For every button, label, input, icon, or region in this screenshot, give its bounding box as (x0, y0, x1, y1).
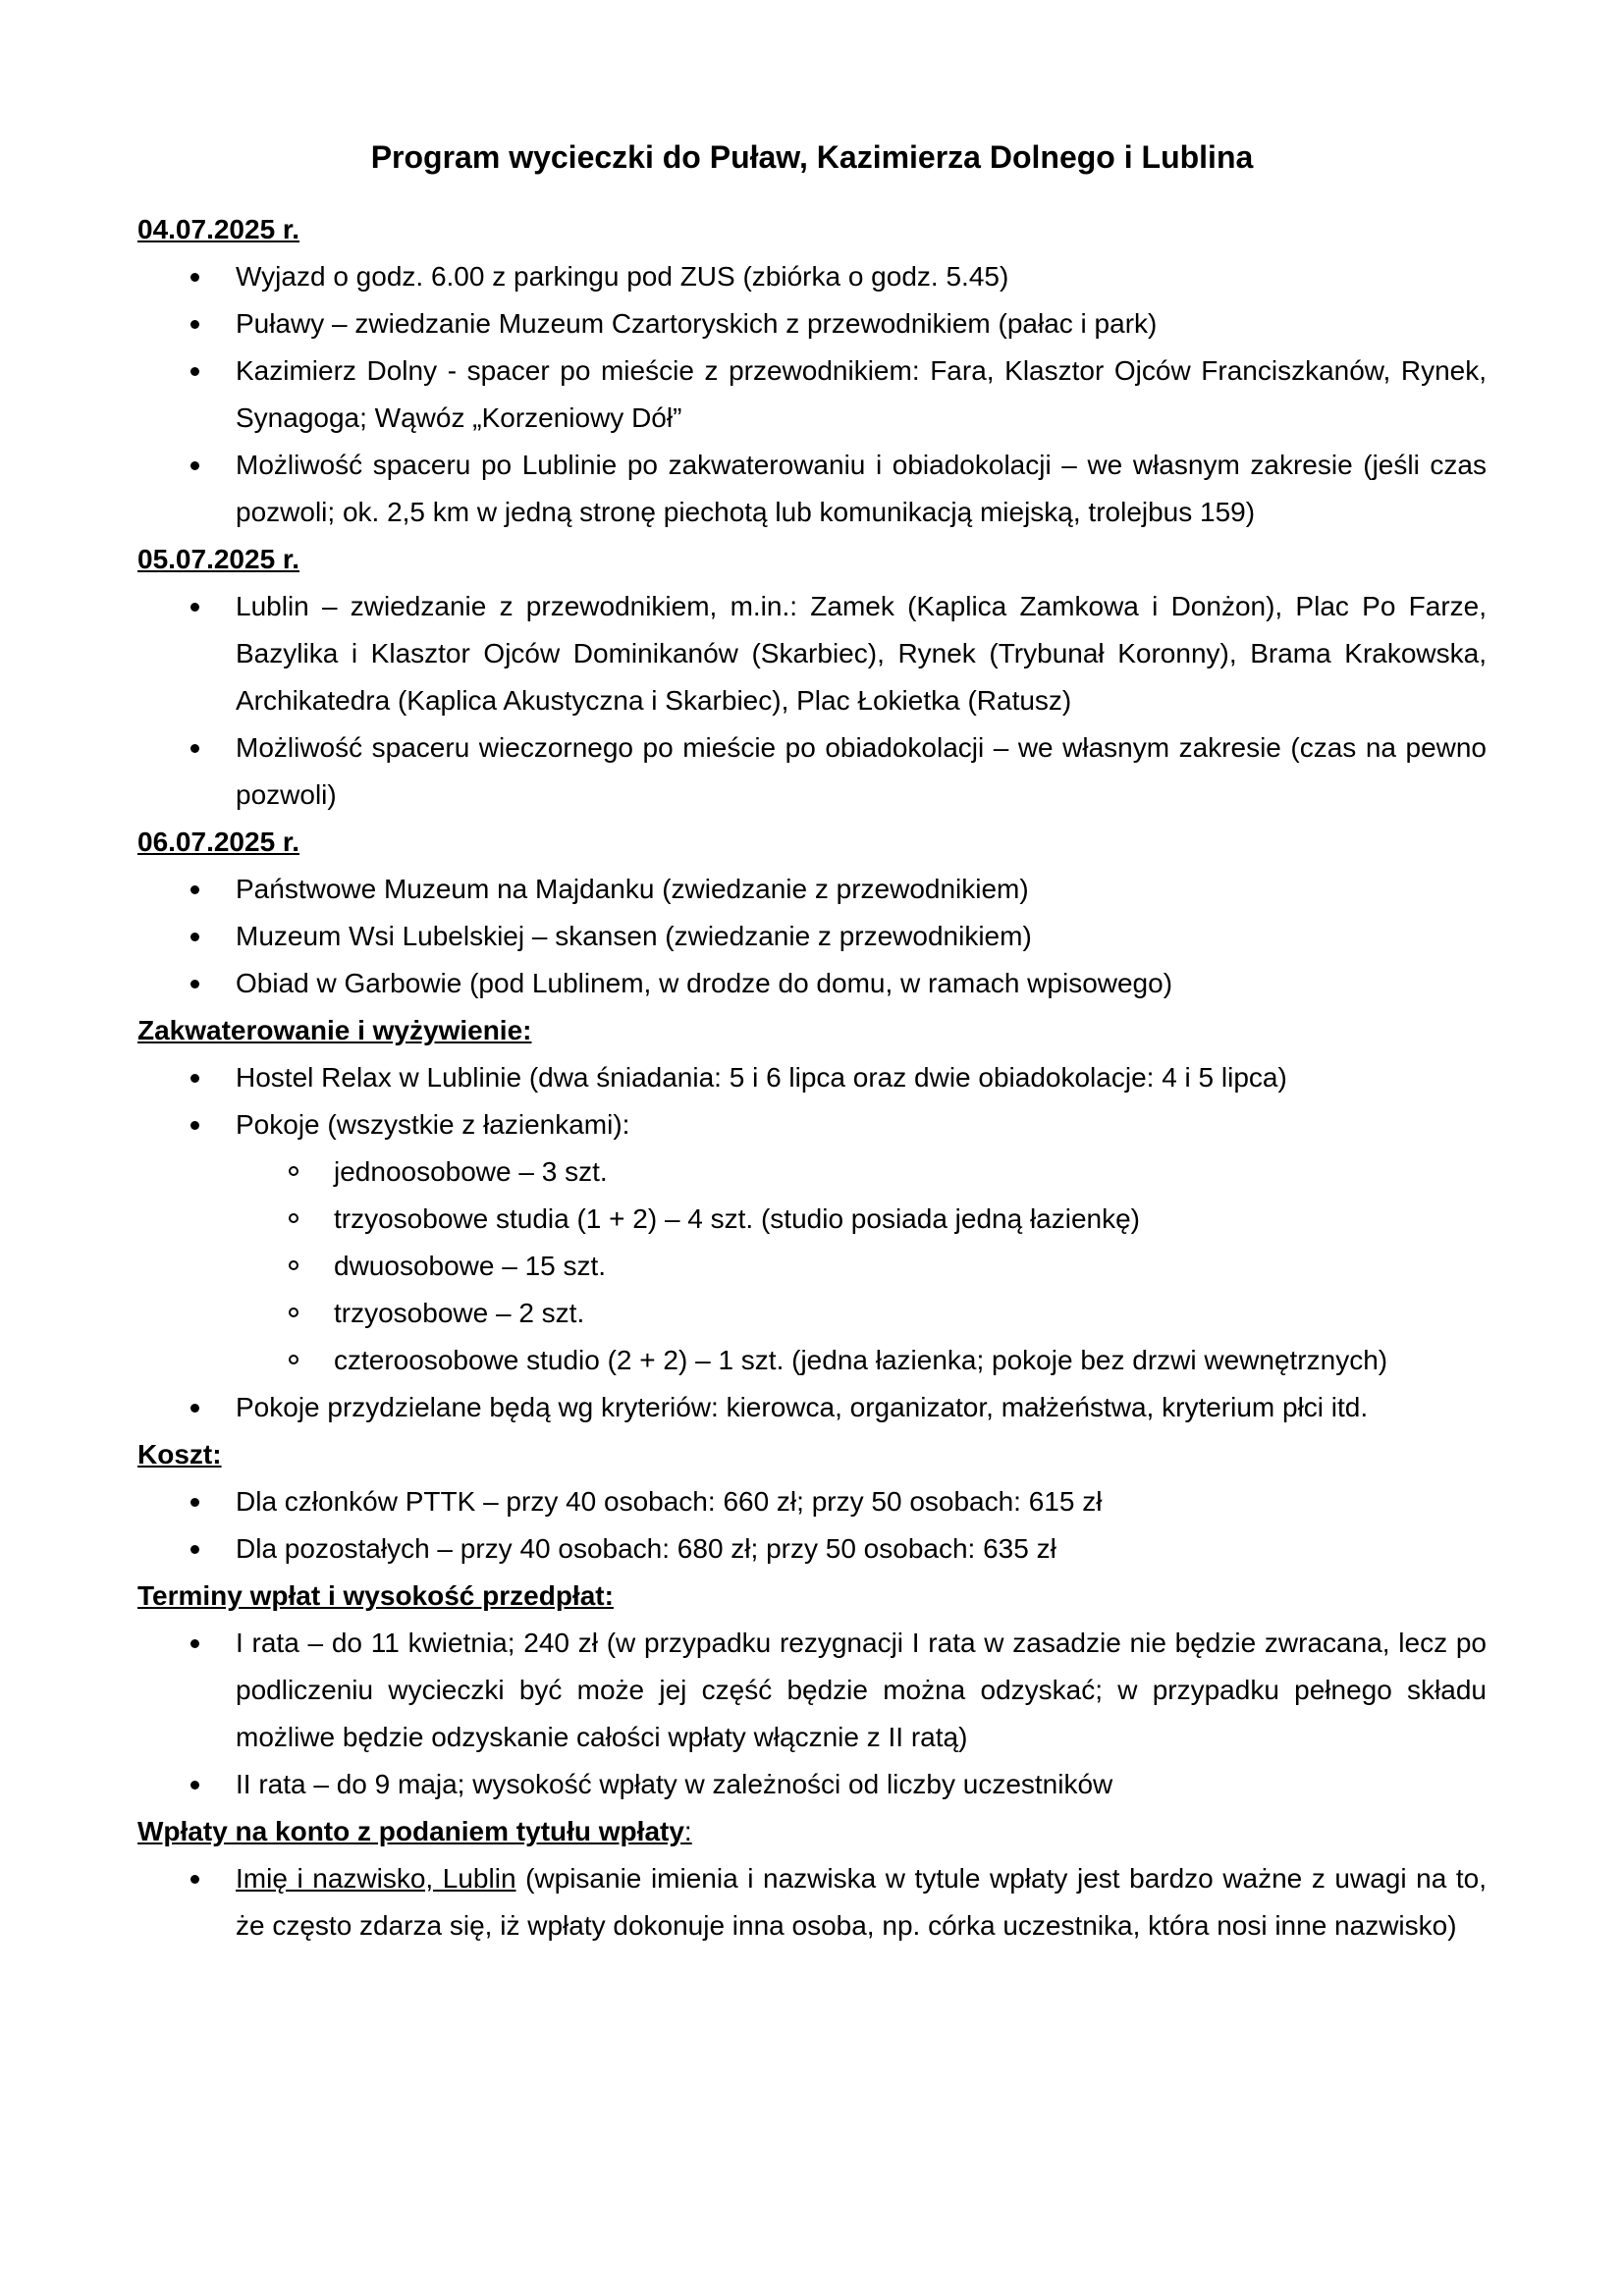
list-item-text: Kazimierz Dolny - spacer po mieście z przewodnikiem: Fara, Klasztor Ojców Franciszkanów, Rynek, Synagoga; Wąwóz „Korzeniowy Dół” (236, 355, 1487, 433)
day-section-3 (137, 819, 1487, 1007)
payment-item-text: II rata – do 9 maja; wysokość wpłaty w zależności od liczby uczestników (236, 1769, 1113, 1799)
list-item-text: Możliwość spaceru po Lublinie po zakwaterowaniu i obiadokolacji – we własnym zakresie (jeśli czas pozwoli; ok. 2,5 km w jedną stronę piechotą lub komunikacją miejską, trolejbus 159) (236, 450, 1487, 527)
room-item (236, 1148, 1487, 1196)
list-item-text: Wyjazd o godz. 6.00 z parkingu pod ZUS (zbiórka o godz. 5.45) (236, 261, 1009, 292)
bullet-icon (190, 885, 199, 894)
cost-heading: Koszt: (137, 1439, 222, 1469)
payment-item-text: I rata – do 11 kwietnia; 240 zł (w przypadku rezygnacji I rata w zasadzie nie będzie zwracana, lecz po podliczeniu wycieczki być może jej część będzie można odzyskać; w przypadku pełnego składu możliwe będzie odzyskanie całości wpłaty włącznie z II ratą) (236, 1628, 1487, 1752)
list-item-text: Obiad w Garbowie (pod Lublinem, w drodze do domu, w ramach wpisowego) (236, 968, 1173, 998)
accommodation-section (137, 1007, 1487, 1431)
transfer-heading-text: Wpłaty na konto z podaniem tytułu wpłaty (137, 1816, 684, 1846)
allocation-text: Pokoje przydzielane będą wg kryteriów: kierowca, organizator, małżeństwa, kryterium płci itd. (236, 1392, 1369, 1422)
list-item (137, 1384, 1487, 1431)
bullet-icon (190, 744, 199, 753)
room-item (236, 1243, 1487, 1290)
room-item-text: trzyosobowe studia (1 + 2) – 4 szt. (studio posiada jedną łazienkę) (334, 1203, 1141, 1234)
list-item (137, 1620, 1487, 1761)
bullet-icon (190, 1639, 199, 1648)
list-item (137, 583, 1487, 724)
hostel-text: Hostel Relax w Lublinie (dwa śniadania: 5 i 6 lipca oraz dwie obiadokolacje: 4 i 5 lipca) (236, 1062, 1287, 1093)
hollow-bullet-icon (289, 1355, 298, 1364)
bullet-icon (190, 1121, 199, 1130)
list-item (137, 913, 1487, 960)
transfer-title-format: Imię i nazwisko, Lublin (236, 1863, 516, 1894)
room-item (236, 1290, 1487, 1337)
list-item (137, 300, 1487, 347)
document-title: Program wycieczki do Puław, Kazimierza Dolnego i Lublina (370, 139, 1254, 175)
bullet-icon (190, 1781, 199, 1789)
room-item (236, 1337, 1487, 1384)
room-item-text: trzyosobowe – 2 szt. (334, 1298, 585, 1328)
room-item-text: dwuosobowe – 15 szt. (334, 1251, 607, 1281)
list-item-text: Puławy – zwiedzanie Muzeum Czartoryskich z przewodnikiem (pałac i park) (236, 308, 1158, 339)
room-item-text: czteroosobowe studio (2 + 2) – 1 szt. (jedna łazienka; pokoje bez drzwi wewnętrznych) (334, 1345, 1388, 1375)
room-item (236, 1196, 1487, 1243)
bullet-icon (190, 1404, 199, 1413)
hollow-bullet-icon (289, 1213, 298, 1223)
day-heading-3: 06.07.2025 r. (137, 827, 300, 857)
accommodation-heading: Zakwaterowanie i wyżywienie: (137, 1015, 532, 1045)
bullet-icon (190, 1875, 199, 1884)
bullet-icon (190, 1498, 199, 1507)
bullet-icon (190, 461, 199, 470)
rooms-list (236, 1148, 1487, 1384)
payments-heading: Terminy wpłat i wysokość przedpłat: (137, 1580, 614, 1611)
day-heading-1: 04.07.2025 r. (137, 214, 300, 244)
day-1-list (137, 253, 1487, 536)
list-item (137, 960, 1487, 1007)
list-item (137, 442, 1487, 536)
accommodation-list (137, 1054, 1487, 1431)
list-item (137, 1761, 1487, 1808)
document-page (137, 137, 1487, 1949)
payments-list (137, 1620, 1487, 1808)
transfer-item-text: (wpisanie imienia i nazwiska w tytule wpłaty jest bardzo ważne z uwagi na to, że często zdarza się, iż wpłaty dokonuje inna osoba, np. córka uczestnika, która nosi inne nazwisko) (236, 1863, 1487, 1941)
list-item (137, 724, 1487, 819)
hollow-bullet-icon (289, 1260, 298, 1270)
bullet-icon (190, 1074, 199, 1083)
list-item (137, 253, 1487, 300)
bullet-icon (190, 320, 199, 329)
rooms-label: Pokoje (wszystkie z łazienkami): (236, 1109, 630, 1140)
day-heading-2: 05.07.2025 r. (137, 544, 300, 574)
list-item (137, 347, 1487, 442)
list-item (137, 1855, 1487, 1949)
list-item-text: Muzeum Wsi Lubelskiej – skansen (zwiedzanie z przewodnikiem) (236, 921, 1032, 951)
cost-item-text: Dla członków PTTK – przy 40 osobach: 660 zł; przy 50 osobach: 615 zł (236, 1486, 1103, 1517)
bullet-icon (190, 603, 199, 612)
transfer-section (137, 1808, 1487, 1949)
cost-section (137, 1431, 1487, 1573)
list-item-text: Państwowe Muzeum na Majdanku (zwiedzanie z przewodnikiem) (236, 874, 1029, 904)
bullet-icon (190, 273, 199, 282)
list-item-text: Możliwość spaceru wieczornego po mieście po obiadokolacji – we własnym zakresie (czas na pewno pozwoli) (236, 732, 1487, 810)
list-item (137, 1054, 1487, 1101)
bullet-icon (190, 933, 199, 941)
day-2-list (137, 583, 1487, 819)
list-item (137, 866, 1487, 913)
cost-item-text: Dla pozostałych – przy 40 osobach: 680 zł; przy 50 osobach: 635 zł (236, 1533, 1056, 1564)
list-item (137, 1525, 1487, 1573)
cost-list (137, 1478, 1487, 1573)
bullet-icon (190, 980, 199, 988)
day-3-list (137, 866, 1487, 1007)
payments-section (137, 1573, 1487, 1808)
list-item (137, 1101, 1487, 1384)
day-section-2 (137, 536, 1487, 819)
day-section-1 (137, 206, 1487, 536)
hollow-bullet-icon (289, 1308, 298, 1317)
room-item-text: jednoosobowe – 3 szt. (334, 1156, 608, 1187)
bullet-icon (190, 367, 199, 376)
hollow-bullet-icon (289, 1166, 298, 1176)
list-item-text: Lublin – zwiedzanie z przewodnikiem, m.in.: Zamek (Kaplica Zamkowa i Donżon), Plac Po Farze, Bazylika i Klasztor Ojców Dominikanów (Skarbiec), Rynek (Trybunał Koronny), Brama Krakowska, Archikatedra (Kaplica Akustyczna i Skarbiec), Plac Łokietka (Ratusz) (236, 591, 1487, 716)
transfer-heading (137, 1808, 1487, 1855)
list-item (137, 1478, 1487, 1525)
transfer-heading-colon: : (683, 1816, 692, 1846)
transfer-list (137, 1855, 1487, 1949)
bullet-icon (190, 1545, 199, 1554)
